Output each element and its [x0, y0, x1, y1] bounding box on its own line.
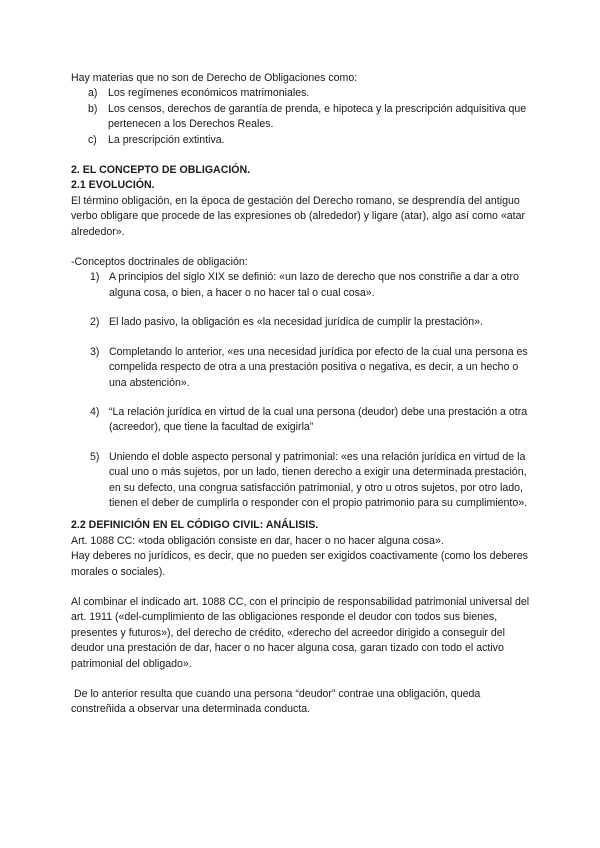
intro-lead: Hay materias que no son de Derecho de Obligaciones como:: [71, 72, 358, 84]
list-item-text: Los regímenes económicos matrimoniales.: [108, 87, 310, 100]
list-marker: 5): [90, 450, 100, 463]
subsection-heading: 2.1 EVOLUCIÓN.: [71, 179, 155, 192]
list-item-text: “La relación jurídica en virtud de la cual una persona (deudor) debe una prestación a otra (acreedor), que tiene la facultad de exigirla”: [109, 405, 528, 434]
article-line: Art. 1088 CC: «toda obligación consiste en dar, hacer o no hacer alguna cosa».: [71, 534, 444, 547]
list-item-text: Completando lo anterior, «es una necesidad jurídica por efecto de la cual una persona es compelida respecto de otra a una prestación positiva o negativa, es decir, a un hecho o una abstención».: [109, 345, 528, 389]
section-heading: 2. EL CONCEPTO DE OBLIGACIÓN.: [71, 164, 251, 177]
list-item-text: La prescripción extintiva.: [108, 133, 225, 146]
list-item-text: Los censos, derechos de garantía de prenda, e hipoteca y la prescripción adquisitiva que pertenecen a los Derechos Reales.: [108, 102, 527, 131]
list-item: [71, 315, 531, 330]
list-item-text: El lado pasivo, la obligación es «la necesidad jurídica de cumplir la prestación».: [109, 316, 483, 329]
list-marker: b): [88, 102, 98, 115]
list-marker: c): [88, 133, 97, 146]
list-item-text: Uniendo el doble aspecto personal y patrimonial: «es una relación jurídica en virtud de la cual uno o más sujetos, por un lado, tienen derecho a exigir una determinada prestación, en su defecto, una congrua satisfacción patrimonial, y otro u otros sujetos, por otro lado, tienen el deber de cumplirla o responder con el propio patrimonio para su cumplimiento».: [109, 450, 528, 509]
paragraph: El término obligación, en la época de gestación del Derecho romano, se desprendía del antiguo verbo obligare que procede de las expresiones ob (alrededor) y ligare (atar), algo así como «atar alrededor».: [71, 194, 526, 238]
concepts-lead: -Conceptos doctrinales de obligación:: [71, 256, 248, 269]
paragraph: De lo anterior resulta que cuando una persona “deudor” contrae una obligación, queda constreñida a observar una determinada conducta.: [71, 688, 484, 716]
list-marker: 3): [90, 345, 100, 358]
list-item: [71, 133, 531, 148]
list-marker: 2): [90, 316, 100, 329]
list-marker: a): [88, 87, 98, 100]
paragraph: Hay deberes no jurídicos, es decir, que no pueden ser exigidos coactivamente (como los deberes morales o sociales).: [71, 550, 528, 578]
list-marker: 4): [90, 405, 100, 418]
list-item: [71, 450, 531, 512]
document-content: [71, 71, 531, 718]
list-item-text: A principios del siglo XIX se definió: «un lazo de derecho que nos constriñe a dar a otro alguna cosa, o bien, a hacer o no hacer tal o cual cosa».: [109, 271, 519, 299]
list-item: [71, 405, 531, 436]
section-heading: 2.2 DEFINICIÓN EN EL CÓDIGO CIVIL: ANÁLISIS.: [71, 519, 319, 532]
paragraph: Al combinar el indicado art. 1088 CC, con el principio de responsabilidad patrimonial universal del art. 1911 («del-cumplimiento de las obligaciones responde el deudor con todos sus bienes, presentes y futuros»), del derecho de crédito, «derecho del acreedor dirigido a conseguir del deudor una prestación de dar, hacer o no hacer alguna cosa, garan tizado con todo el activo patrimonial del obligado».: [71, 595, 530, 670]
concepts-list: [71, 270, 531, 511]
list-marker: 1): [90, 271, 100, 284]
list-item: [71, 86, 531, 101]
list-item: [71, 270, 531, 301]
list-item: [71, 345, 531, 391]
intro-list: [71, 86, 531, 148]
list-item: [71, 102, 531, 133]
